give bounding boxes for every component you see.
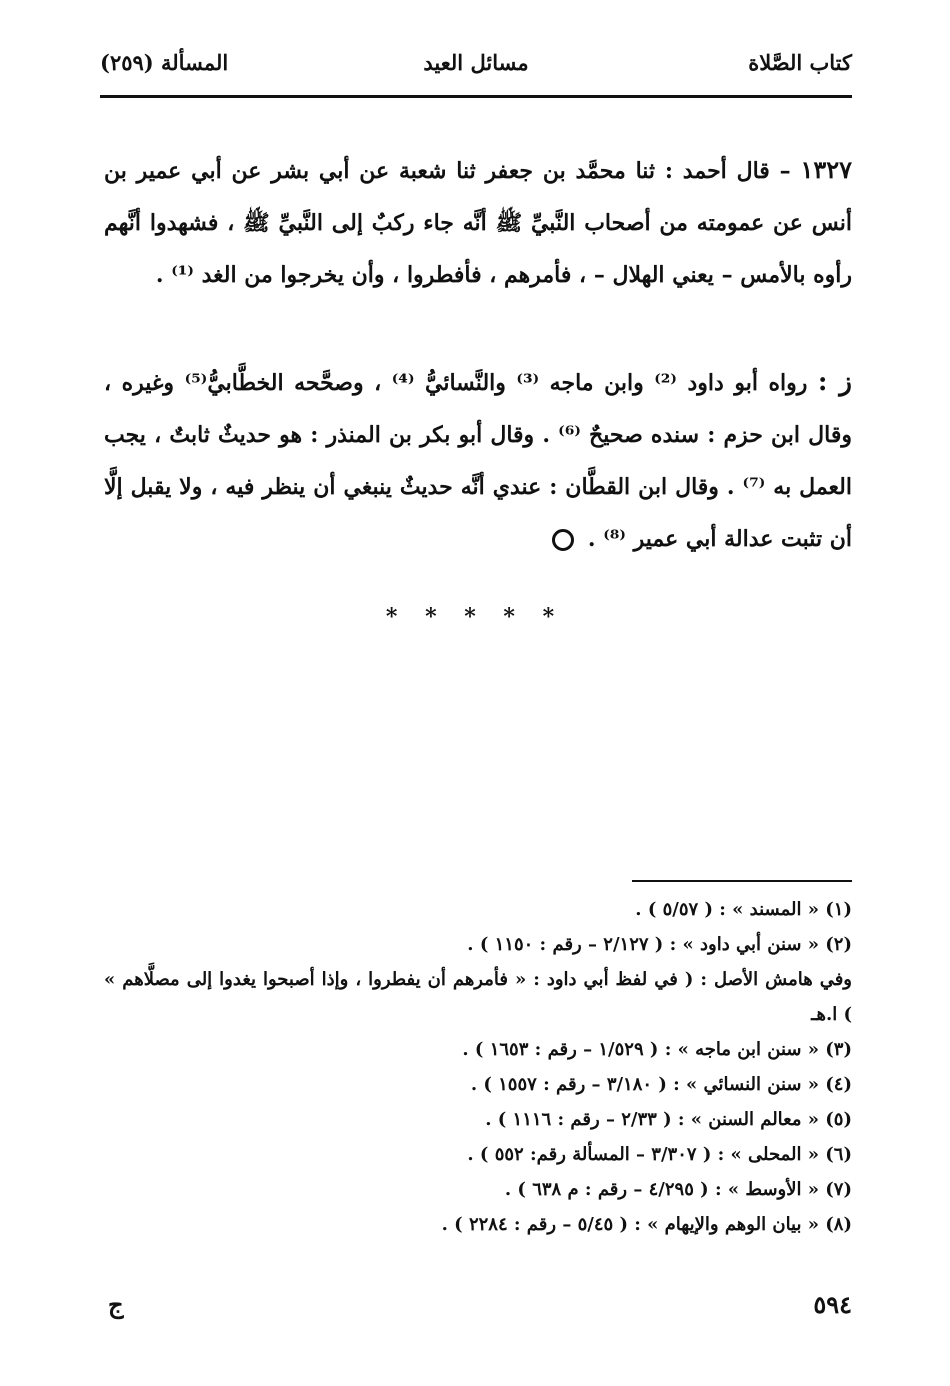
commentary-symbol: ز : xyxy=(817,367,852,397)
hadith-text: – قال أحمد : ثنا محمَّد بن جعفر ثنا شعبة عن أبي بشر عن أبي عمير بن أنس عن عمومته من أصحاب النَّبيِّ ﷺ أنَّه جاء ركبٌ إلى النَّبيِّ ﷺ ، فشهدوا أنَّهم رأوه بالأمس – يعني الهلال – ، فأمرهم ، فأفطروا ، وأن يخرجوا من الغد ⁽¹⁾ . xyxy=(104,158,852,288)
footnote-rule xyxy=(632,880,852,882)
header-issue-number: المسألة (٢٥٩) xyxy=(100,50,229,75)
running-header xyxy=(100,50,852,84)
footnote-1: (١) « المسند » : ( ٥/٥٧ ) . xyxy=(635,899,852,920)
end-circle-icon xyxy=(552,529,574,551)
footnote-4: (٤) « سنن النسائي » : ( ٣/١٨٠ – رقم : ١٥٥٧ ) . xyxy=(470,1074,852,1095)
footnotes xyxy=(104,892,852,1242)
footnote-5: (٥) « معالم السنن » : ( ٢/٣٣ – رقم : ١١١٦ ) . xyxy=(485,1109,852,1130)
commentary-text: رواه أبو داود ⁽²⁾ وابن ماجه ⁽³⁾ والنَّسائيُّ ⁽⁴⁾ ، وصحَّحه الخطَّابيُّ⁽⁵⁾ وغيره ، وقال ابن حزم : سنده صحيحٌ ⁽⁶⁾ . وقال أبو بكر بن المنذر : هو حديثٌ ثابتٌ ، يجب العمل به ⁽⁷⁾ . وقال ابن القطَّان : عندي أنَّه حديثٌ ينبغي أن ينظر فيه ، ولا يقبل إلَّا أن تثبت عدالة أبي عمير ⁽⁸⁾ . xyxy=(104,370,853,552)
footnote-2: (٢) « سنن أبي داود » : ( ٢/١٢٧ – رقم : ١١٥٠ ) . xyxy=(467,934,852,955)
header-section-title: مسائل العيد xyxy=(423,50,529,75)
footnote-7: (٧) « الأوسط » : ( ٤/٢٩٥ – رقم : م ٦٣٨ ) . xyxy=(504,1179,852,1200)
footnote-3: (٣) « سنن ابن ماجه » : ( ١/٥٢٩ – رقم : ١٦٥٣ ) . xyxy=(462,1039,852,1060)
page-number: ٥٩٤ xyxy=(813,1290,852,1319)
commentary-paragraph xyxy=(104,356,852,565)
header-rule xyxy=(100,95,852,98)
hadith-paragraph xyxy=(104,144,852,301)
header-book-title: كتاب الصَّلاة xyxy=(748,50,852,75)
footnote-8: (٨) « بيان الوهم والإيهام » : ( ٥/٤٥ – رقم : ٢٢٨٤ ) . xyxy=(441,1214,852,1235)
footnote-2-margin-note: وفي هامش الأصل : ( في لفظ أبي داود : « فأمرهم أن يفطروا ، وإذا أصبحوا يغدوا إلى مصلَّاهم » ) ا.هـ xyxy=(104,969,852,1025)
signature-mark: ج xyxy=(108,1290,124,1319)
footnote-6: (٦) « المحلى » : ( ٣/٣٠٧ – المسألة رقم: ٥٥٢ ) . xyxy=(467,1144,852,1165)
section-separator: * * * * * xyxy=(385,604,565,630)
hadith-number: ١٣٢٧ xyxy=(800,155,852,184)
